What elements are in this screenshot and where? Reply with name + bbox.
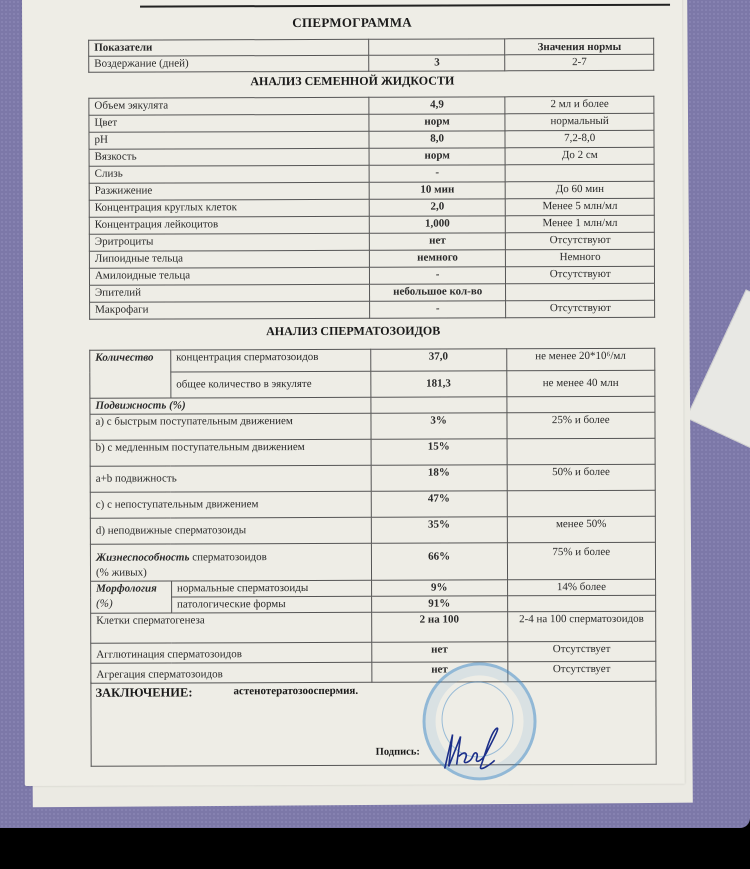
conclusion-label: ЗАКЛЮЧЕНИЕ:: [95, 685, 193, 700]
table-row: Концентрация круглых клеток 2,0 Менее 5 млн/мл: [89, 198, 654, 217]
table-row: Эритроциты нет Отсутствуют: [89, 232, 654, 251]
table-row: Объем эякулята 4,9 2 мл и более: [89, 96, 654, 115]
table-row: общее количество в эякуляте 181,3 не менее 40 млн: [90, 370, 655, 398]
top-line: [140, 4, 670, 8]
table-row: патологические формы 91%: [91, 595, 656, 613]
conclusion-value: астенотератозооспермия.: [233, 684, 359, 698]
table-row: Цвет норм нормальный: [89, 113, 654, 132]
section-title-sperm: АНАЛИЗ СПЕРМАТОЗОИДОВ: [266, 323, 441, 339]
group-morphology: Морфология: [96, 582, 157, 595]
table-row: Макрофаги - Отсутствуют: [90, 300, 655, 319]
table-row: Слизь -: [89, 164, 654, 183]
section-title-fluid: АНАЛИЗ СЕМЕННОЙ ЖИДКОСТИ: [250, 73, 455, 89]
table-row: a+b подвижность 18% 50% и более: [90, 464, 655, 492]
table-row: Агглютинация сперматозоидов нет Отсутствует: [91, 641, 656, 663]
fluid-table: [88, 96, 655, 320]
document-title: СПЕРМОГРАММА: [292, 14, 412, 31]
table-row: Вязкость норм До 2 см: [89, 147, 654, 166]
table-row: pH 8,0 7,2-8,0: [89, 130, 654, 149]
table-row: Агрегация сперматозоидов нет Отсутствует: [91, 661, 656, 683]
table-row: Эпителий небольшое кол-во: [90, 283, 655, 302]
table-row: Липоидные тельца немного Немного: [89, 249, 654, 268]
col-indicators: Показатели: [89, 39, 369, 56]
signature-icon: [435, 716, 515, 776]
col-norm: Значения нормы: [505, 38, 654, 55]
table-row: Количество концентрация сперматозоидов 37,0 не менее 20*10⁶/мл: [90, 348, 655, 372]
group-quantity: Количество: [90, 350, 171, 398]
table-row: c) с непоступательным движением 47%: [90, 490, 655, 518]
table-row: Морфология (%) нормальные сперматозоиды 9% 14% более: [91, 579, 656, 597]
table-row: Воздержание (дней) 3 2-7: [89, 54, 654, 72]
conclusion-box: [90, 680, 656, 767]
table-row: d) неподвижные сперматозоиды 35% менее 50%: [90, 516, 655, 544]
table-row: a) с быстрым поступательным движением 3% 25% и более: [90, 412, 655, 440]
table-row: b) с медленным поступательным движением 15%: [90, 438, 655, 466]
table-row: [90, 396, 655, 414]
table-row: Амилоидные тельца - Отсутствуют: [89, 266, 654, 285]
table-row: Концентрация лейкоцитов 1,000 Менее 1 млн/мл: [89, 215, 654, 234]
table-row-viability: Жизнеспособность сперматозоидов (% живых) 66% 75% и более: [90, 542, 655, 581]
group-motility: Подвижность (%): [90, 397, 371, 414]
signature-label: Подпись:: [375, 746, 420, 758]
sperm-table: [89, 348, 656, 684]
spermogram-document: [22, 0, 685, 786]
header-table: [88, 38, 654, 73]
table-row: Клетки сперматогенеза 2 на 100 2-4 на 100 сперматозоидов: [91, 611, 656, 643]
table-row: Разжижение 10 мин До 60 мин: [89, 181, 654, 200]
